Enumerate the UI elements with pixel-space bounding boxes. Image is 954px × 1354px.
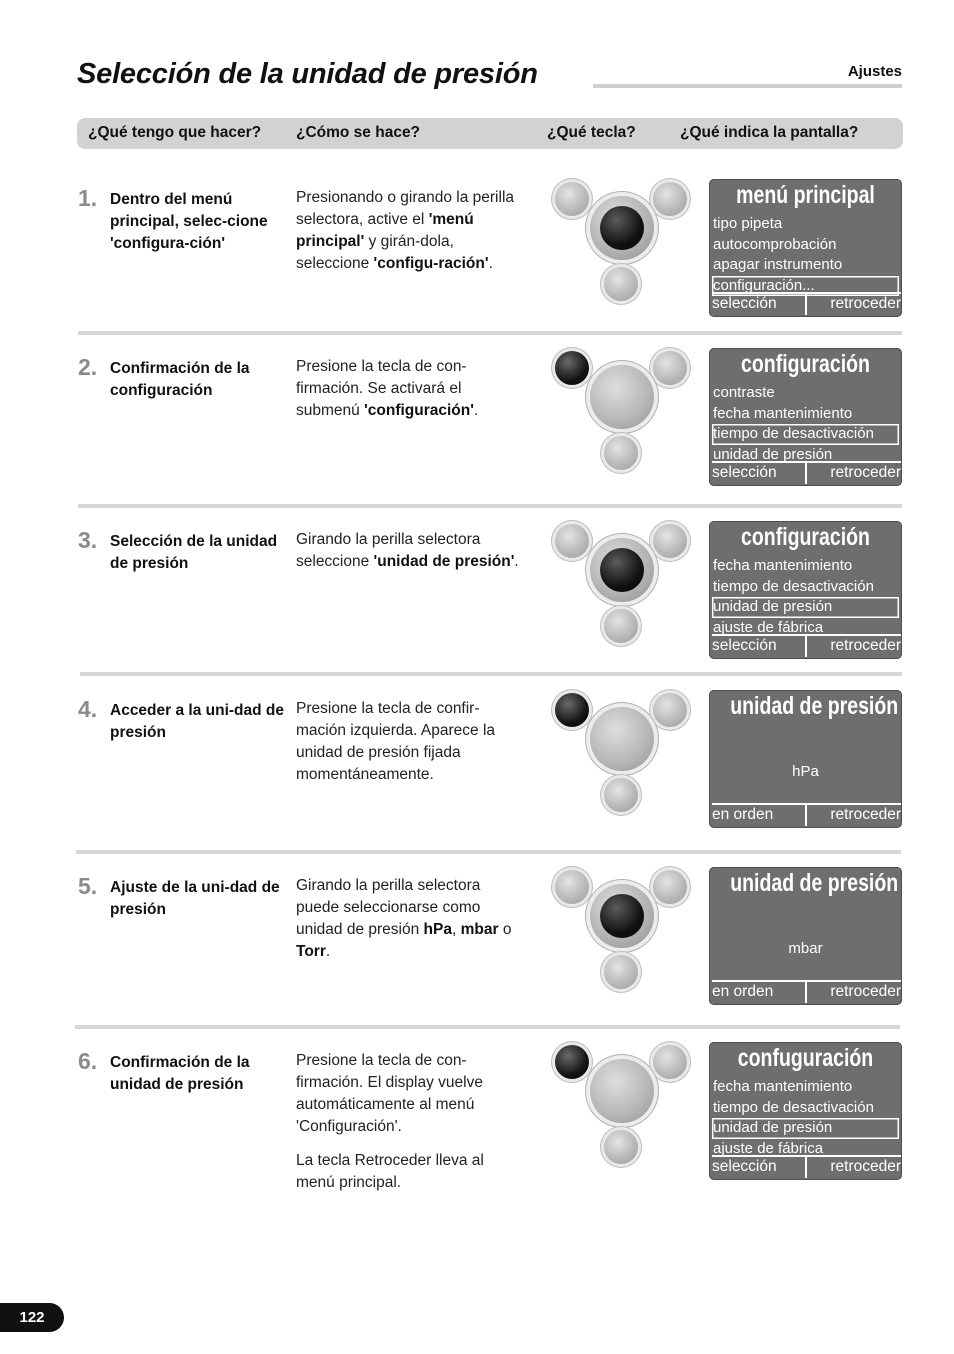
display-screen xyxy=(709,867,902,1005)
screen-title: unidad de presión xyxy=(730,869,899,897)
left-confirm-button[interactable] xyxy=(555,182,589,216)
softkey-right-label: retroceder xyxy=(830,806,901,823)
softkey-right-label: retroceder xyxy=(830,637,901,654)
selector-knob[interactable] xyxy=(590,538,654,602)
screen-title: unidad de presión xyxy=(730,692,899,720)
column-header-bar xyxy=(77,118,903,149)
step-what: Ajuste de la uni-dad de presión xyxy=(110,879,280,918)
row-divider xyxy=(76,850,901,854)
screen-softkeys xyxy=(712,634,901,657)
title-rule xyxy=(593,84,902,88)
screen-menu-list xyxy=(712,1077,899,1159)
softkey-divider xyxy=(805,294,807,315)
softkey-left-label: selección xyxy=(712,295,777,312)
display-screen xyxy=(709,690,902,828)
screen-menu-item-selected: unidad de presión xyxy=(712,1118,899,1139)
display-screen xyxy=(709,179,902,317)
softkey-left-label: en orden xyxy=(712,983,774,1000)
screen-menu-item: fecha mantenimiento xyxy=(713,404,853,422)
header-display: ¿Qué indica la pantalla? xyxy=(680,124,859,141)
selector-knob[interactable] xyxy=(590,196,654,260)
page-title: Selección de la unidad de presión xyxy=(77,58,538,90)
left-confirm-button[interactable] xyxy=(555,524,589,558)
step-how: Presione la tecla de con-firmación. El display vuelve automáticamente al menú 'Configuración'. La tecla Retroceder lleva al menú principal. xyxy=(296,1052,484,1191)
keypad xyxy=(550,865,692,993)
screen-softkeys xyxy=(712,461,901,484)
left-confirm-button[interactable] xyxy=(555,870,589,904)
bottom-button[interactable] xyxy=(604,436,638,470)
softkey-divider xyxy=(805,805,807,826)
step-what: Confirmación de la unidad de presión xyxy=(110,1054,250,1093)
softkey-divider xyxy=(805,1157,807,1178)
step-what: Selección de la unidad de presión xyxy=(110,533,278,572)
screen-menu-item-selected: unidad de presión xyxy=(712,597,899,618)
screen-menu-item: contraste xyxy=(713,384,775,401)
screen-menu-item-selected: tiempo de desactivación xyxy=(712,424,899,445)
screen-softkeys xyxy=(712,1155,901,1178)
screen-pressure-value: mbar xyxy=(788,940,823,957)
softkey-left-label: en orden xyxy=(712,806,774,823)
step-how: Presione la tecla de con-firmación. Se activará el submenú 'configuración'. xyxy=(296,358,479,419)
selector-knob[interactable] xyxy=(590,1059,654,1123)
screen-title: configuración xyxy=(741,350,870,378)
softkey-divider xyxy=(805,463,807,484)
screen-menu-item-selected: configuración... xyxy=(712,276,899,297)
screen-menu-list xyxy=(712,556,899,638)
right-back-button[interactable] xyxy=(653,693,687,727)
row-divider xyxy=(80,672,902,676)
left-confirm-button[interactable] xyxy=(555,693,589,727)
softkey-right-label: retroceder xyxy=(830,983,901,1000)
step-what: Confirmación de la configuración xyxy=(110,360,250,399)
keypad xyxy=(550,688,692,816)
screen-menu-list xyxy=(712,383,899,465)
row-divider xyxy=(78,331,902,335)
softkey-left-label: selección xyxy=(712,1158,777,1175)
step-how: Girando la perilla selectora seleccione 'unidad de presión'. xyxy=(296,531,519,570)
softkey-right-label: retroceder xyxy=(830,295,901,312)
row-divider xyxy=(75,1025,900,1029)
right-back-button[interactable] xyxy=(653,1045,687,1079)
screen-menu-item: fecha mantenimiento xyxy=(713,1078,853,1095)
screen-menu-item: fecha mantenimiento xyxy=(713,557,853,574)
keypad xyxy=(550,519,692,647)
section-label: Ajustes xyxy=(847,63,902,80)
right-back-button[interactable] xyxy=(653,182,687,216)
screen-menu-item: ajuste de fábrica xyxy=(713,1139,824,1157)
softkey-left-label: selección xyxy=(712,637,777,654)
screen-menu-item: tiempo de desactivación xyxy=(713,1098,874,1116)
step-how: Presione la tecla de confir-mación izquierda. Aparece la unidad de presión fijada momentáneamente. xyxy=(296,700,496,783)
page-number: 122 xyxy=(0,1303,64,1332)
softkey-divider xyxy=(805,982,807,1003)
keypad xyxy=(550,346,692,474)
step-number: 3. xyxy=(78,527,98,553)
left-confirm-button[interactable] xyxy=(555,351,589,385)
screen-menu-item: ajuste de fábrica xyxy=(713,618,824,636)
screen-softkeys xyxy=(712,803,901,826)
step-number: 5. xyxy=(78,873,98,899)
screen-menu-item: tipo pipeta xyxy=(713,215,783,232)
softkey-right-label: retroceder xyxy=(830,1158,901,1175)
selector-knob[interactable] xyxy=(590,884,654,948)
right-back-button[interactable] xyxy=(653,351,687,385)
screen-title: configuración xyxy=(741,523,870,551)
step-number: 1. xyxy=(78,185,98,211)
display-screen xyxy=(709,1042,902,1180)
step-number: 2. xyxy=(78,354,98,380)
bottom-button[interactable] xyxy=(604,267,638,301)
bottom-button[interactable] xyxy=(604,1130,638,1164)
bottom-button[interactable] xyxy=(604,609,638,643)
step-number: 6. xyxy=(78,1048,98,1074)
screen-menu-item: tiempo de desactivación xyxy=(713,577,874,595)
display-screen xyxy=(709,521,902,659)
row-divider xyxy=(78,504,902,508)
bottom-button[interactable] xyxy=(604,955,638,989)
selector-knob[interactable] xyxy=(590,365,654,429)
step-what: Dentro del menú principal, selec-cione 'configura-ción' xyxy=(110,191,268,252)
screen-menu-item: unidad de presión xyxy=(713,445,833,463)
screen-title: menú principal xyxy=(736,181,875,209)
step-how: Presionando o girando la perilla selectora, active el 'menú principal' y girán-dola, seleccione 'configu-ración'. xyxy=(296,189,515,272)
softkey-divider xyxy=(805,636,807,657)
screen-menu-item: apagar instrumento xyxy=(713,256,843,274)
step-number: 4. xyxy=(78,696,98,722)
screen-menu-item: autocomprobación xyxy=(713,235,837,253)
step-what: Acceder a la uni-dad de presión xyxy=(110,702,284,741)
header-how: ¿Cómo se hace? xyxy=(296,124,421,141)
header-key: ¿Qué tecla? xyxy=(547,124,636,141)
display-screen xyxy=(709,348,902,486)
screen-menu-list xyxy=(712,214,899,296)
right-back-button[interactable] xyxy=(653,870,687,904)
keypad xyxy=(550,177,692,305)
left-confirm-button[interactable] xyxy=(555,1045,589,1079)
right-back-button[interactable] xyxy=(653,524,687,558)
bottom-button[interactable] xyxy=(604,778,638,812)
keypad xyxy=(550,1040,692,1168)
softkey-right-label: retroceder xyxy=(830,464,901,481)
screen-pressure-value: hPa xyxy=(792,763,819,780)
screen-softkeys xyxy=(712,292,901,315)
step-how: Girando la perilla selectora puede seleccionarse como unidad de presión hPa, mbar o Torr. xyxy=(296,877,512,960)
header-what: ¿Qué tengo que hacer? xyxy=(88,124,262,141)
screen-softkeys xyxy=(712,980,901,1003)
screen-title: confuguración xyxy=(737,1044,874,1072)
softkey-left-label: selección xyxy=(712,464,777,481)
selector-knob[interactable] xyxy=(590,707,654,771)
